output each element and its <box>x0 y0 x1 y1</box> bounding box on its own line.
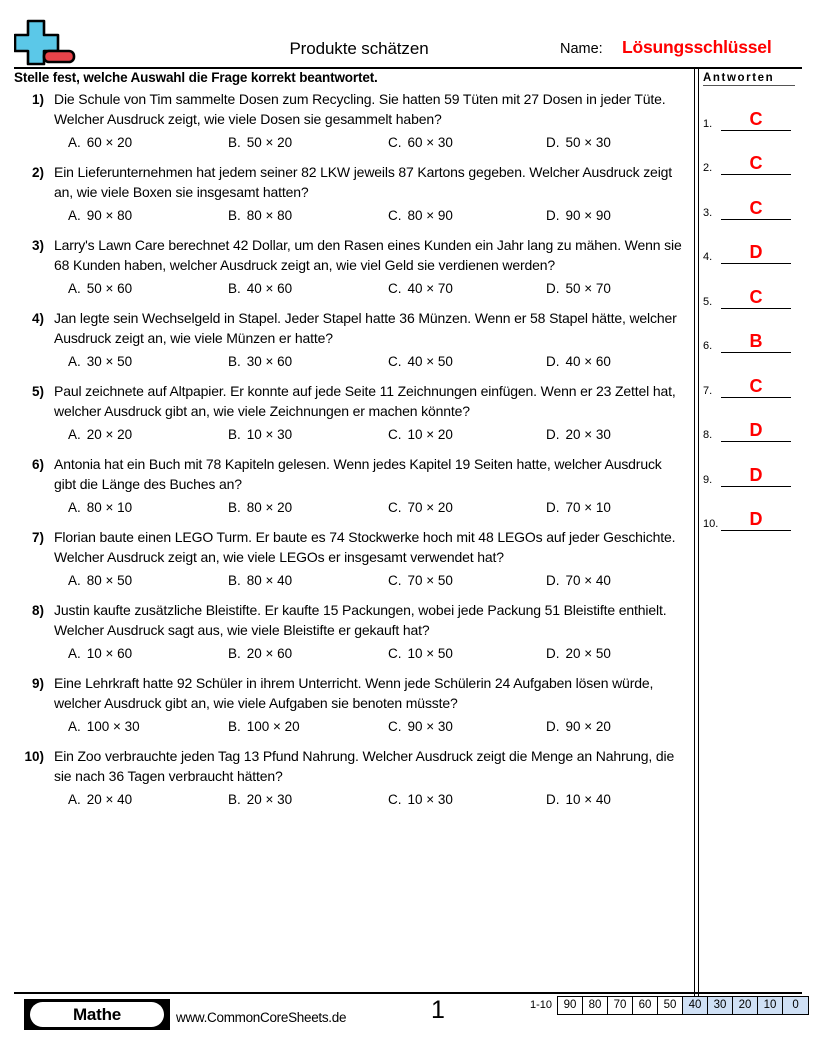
question-choices <box>54 133 686 153</box>
choice-value: 10 × 20 <box>407 427 453 442</box>
choice-option[interactable] <box>68 206 132 225</box>
choice-option[interactable] <box>388 133 453 152</box>
choice-label: A. <box>68 208 81 223</box>
choice-value: 80 × 90 <box>407 208 453 223</box>
question-number: 5) <box>31 384 44 399</box>
choice-value: 30 × 60 <box>246 354 293 369</box>
choice-option[interactable] <box>68 717 140 736</box>
choice-option[interactable] <box>68 790 132 809</box>
header-divider <box>14 67 802 69</box>
choice-label: D. <box>546 792 560 807</box>
question-item <box>14 163 686 226</box>
choice-value: 40 × 70 <box>407 281 453 296</box>
answer-row <box>703 309 803 354</box>
choice-label: C. <box>388 354 402 369</box>
choice-label: B. <box>228 427 241 442</box>
score-box[interactable]: 10 <box>758 997 783 1014</box>
question-item <box>14 601 686 664</box>
score-box[interactable]: 70 <box>608 997 633 1014</box>
answer-row <box>703 353 803 398</box>
choice-label: B. <box>228 719 241 734</box>
question-number: 3) <box>31 238 44 253</box>
question-choices <box>54 571 686 591</box>
choice-label: C. <box>388 427 402 442</box>
answer-value: C <box>749 375 763 396</box>
question-text: Florian baute einen LEGO Turm. Er baute es 74 Stockwerke hoch mit 48 LEGOs auf jeder Geschichte. Welcher Ausdruck zeigt an, wie viele LEGOs er insgesamt verwendet hat? <box>54 529 676 565</box>
answer-row-number: 8. <box>703 429 713 441</box>
choice-value: 80 × 50 <box>86 573 133 588</box>
choice-option[interactable] <box>388 790 453 809</box>
choice-label: A. <box>68 354 81 369</box>
choice-label: D. <box>546 354 560 369</box>
choice-value: 70 × 50 <box>407 573 453 588</box>
question-number: 4) <box>31 311 44 326</box>
choice-value: 20 × 60 <box>246 646 293 661</box>
answer-value: D <box>749 509 763 529</box>
question-text: Paul zeichnete auf Altpapier. Er konnte auf jede Seite 11 Zeichnungen einfügen. Wenn er 23 Zettel hat, welcher Ausdruck gibt an, wie viele Zeichnungen er machen könnte? <box>54 383 676 419</box>
question-item <box>14 90 686 153</box>
question-number: 7) <box>31 530 44 545</box>
choice-option[interactable] <box>546 279 611 298</box>
choice-value: 10 × 30 <box>407 792 453 807</box>
choice-value: 70 × 20 <box>407 500 453 515</box>
choice-value: 60 × 20 <box>86 135 133 150</box>
question-number: 9) <box>31 676 44 691</box>
answer-value: D <box>749 420 763 440</box>
choice-label: C. <box>388 500 402 515</box>
choice-value: 10 × 30 <box>246 427 293 442</box>
score-strip <box>530 996 809 1015</box>
instructions-text: Stelle fest, welche Auswahl die Frage korrekt beantwortet. <box>14 70 378 85</box>
question-choices <box>54 279 686 299</box>
choice-option[interactable] <box>388 206 453 225</box>
choice-option[interactable] <box>228 571 292 590</box>
choice-value: 10 × 40 <box>565 792 611 807</box>
question-item <box>14 747 686 810</box>
choice-option[interactable] <box>546 352 611 371</box>
choice-label: B. <box>228 135 241 150</box>
question-text: Jan legte sein Wechselgeld in Stapel. Jeder Stapel hatte 36 Münzen. Wenn er 58 Stapel hätte, welcher Ausdruck zeigt an, wie viele Münzen er hatte? <box>54 310 677 346</box>
footer-divider <box>14 992 802 994</box>
choice-value: 90 × 80 <box>86 208 133 223</box>
question-text: Ein Lieferunternehmen hat jedem seiner 82 LKW jeweils 87 Kartons gegeben. Welcher Ausdruck zeigt an, wie viele Boxen sie insgesamt hatten? <box>54 164 673 200</box>
choice-label: A. <box>68 646 81 661</box>
answer-row-number: 9. <box>703 473 713 486</box>
answer-column-divider <box>694 67 699 1007</box>
question-item <box>14 236 686 299</box>
choice-option[interactable] <box>228 206 292 225</box>
name-label: Name: <box>560 41 603 57</box>
choice-label: B. <box>228 573 241 588</box>
answer-column-header: Antworten <box>703 72 795 86</box>
plus-minus-logo-icon <box>14 18 80 66</box>
choice-option[interactable] <box>68 644 132 663</box>
name-value: Lösungsschlüssel <box>622 37 772 57</box>
choice-option[interactable] <box>68 133 132 152</box>
choice-label: D. <box>546 646 560 661</box>
answer-value: C <box>749 197 763 218</box>
answer-row-number: 7. <box>703 384 713 397</box>
choice-option[interactable] <box>68 498 132 517</box>
choice-option[interactable] <box>388 352 453 371</box>
choice-value: 90 × 20 <box>565 719 611 734</box>
choice-option[interactable] <box>546 571 611 590</box>
question-choices <box>54 644 686 664</box>
choice-option[interactable] <box>228 790 292 809</box>
answer-row <box>703 264 803 309</box>
question-text: Antonia hat ein Buch mit 78 Kapiteln gelesen. Wenn jedes Kapitel 19 Seiten hatte, welcher Ausdruck gibt die Länge des Buches an? <box>54 456 662 492</box>
choice-value: 20 × 50 <box>565 646 611 661</box>
choice-label: D. <box>546 500 560 515</box>
question-number: 1) <box>31 92 44 107</box>
choice-value: 60 × 30 <box>407 135 453 150</box>
choice-label: D. <box>546 281 560 296</box>
score-box-group <box>557 996 809 1015</box>
choice-option[interactable] <box>388 644 453 663</box>
question-text: Eine Lehrkraft hatte 92 Schüler in ihrem Unterricht. Wenn jede Schülerin 24 Aufgaben lösen würde, welcher Ausdruck gibt an, wie viele Aufgaben sie benoten müsste? <box>54 675 654 711</box>
choice-value: 40 × 50 <box>407 354 453 369</box>
question-number: 2) <box>31 165 44 180</box>
choice-value: 20 × 30 <box>246 792 293 807</box>
answer-row-number: 5. <box>703 295 713 308</box>
score-box[interactable]: 20 <box>733 997 758 1014</box>
choice-option[interactable] <box>68 279 132 298</box>
choice-option[interactable] <box>546 133 611 152</box>
question-item <box>14 455 686 518</box>
answer-value: B <box>749 331 763 351</box>
answer-row-number: 6. <box>703 340 713 352</box>
choice-option[interactable] <box>546 498 611 517</box>
choice-option[interactable] <box>228 133 292 152</box>
choice-option[interactable] <box>68 352 132 371</box>
question-item <box>14 309 686 372</box>
answer-row <box>703 220 803 265</box>
choice-label: A. <box>68 573 81 588</box>
choice-label: C. <box>388 719 402 734</box>
question-item <box>14 382 686 445</box>
choice-value: 90 × 30 <box>407 719 453 734</box>
choice-option[interactable] <box>228 352 292 371</box>
answer-row <box>703 175 803 220</box>
choice-option[interactable] <box>388 717 453 736</box>
answer-row <box>703 398 803 443</box>
choice-option[interactable] <box>68 571 132 590</box>
answer-row <box>703 442 803 487</box>
score-box[interactable]: 90 <box>558 997 583 1014</box>
score-range-label: 1-10 <box>530 999 553 1011</box>
choice-label: A. <box>68 792 81 807</box>
choice-label: C. <box>388 135 402 150</box>
choice-option[interactable] <box>388 279 453 298</box>
choice-label: A. <box>68 427 81 442</box>
question-text: Justin kaufte zusätzliche Bleistifte. Er kaufte 15 Packungen, wobei jede Packung 51 Bleistifte enthielt. Welcher Ausdruck sagt aus, wie viele Bleistifte er gekauft hat? <box>54 602 667 638</box>
choice-label: D. <box>546 573 560 588</box>
answer-key-column <box>703 68 803 531</box>
choice-option[interactable] <box>68 425 132 444</box>
answer-value: D <box>749 242 763 262</box>
choice-option[interactable] <box>388 571 453 590</box>
choice-value: 20 × 20 <box>86 427 133 442</box>
choice-value: 20 × 30 <box>565 427 611 442</box>
answer-row-number: 4. <box>703 251 713 263</box>
answer-value: C <box>749 153 763 173</box>
question-number: 10) <box>24 749 44 764</box>
choice-value: 80 × 80 <box>246 208 293 223</box>
divider-line-left <box>694 67 695 1007</box>
choice-value: 10 × 50 <box>407 646 453 661</box>
page-header <box>14 14 802 66</box>
score-box[interactable]: 0 <box>783 997 808 1014</box>
subject-badge <box>24 999 170 1030</box>
site-url: www.CommonCoreSheets.de <box>176 1010 347 1025</box>
choice-option[interactable] <box>388 498 453 517</box>
answer-value: C <box>749 108 763 129</box>
choice-label: B. <box>228 792 241 807</box>
choice-value: 30 × 50 <box>86 354 133 369</box>
question-text: Ein Zoo verbrauchte jeden Tag 13 Pfund Nahrung. Welcher Ausdruck zeigt die Menge an Nahrung, die sie nach 36 Tagen verbraucht hätten? <box>54 748 675 784</box>
choice-value: 10 × 60 <box>86 646 133 661</box>
choice-value: 80 × 40 <box>246 573 293 588</box>
choice-option[interactable] <box>228 644 292 663</box>
score-box[interactable]: 50 <box>658 997 683 1014</box>
score-box[interactable]: 30 <box>708 997 733 1014</box>
question-text: Die Schule von Tim sammelte Dosen zum Recycling. Sie hatten 59 Tüten mit 27 Dosen in jeder Tüte. Welcher Ausdruck zeigt, wie viele Dosen sie gesammelt haben? <box>54 91 666 127</box>
question-choices <box>54 352 686 372</box>
choice-label: C. <box>388 573 402 588</box>
question-choices <box>54 717 686 737</box>
question-choices <box>54 425 686 445</box>
question-item <box>14 674 686 737</box>
choice-value: 50 × 70 <box>565 281 611 296</box>
choice-label: D. <box>546 208 560 223</box>
choice-option[interactable] <box>388 425 453 444</box>
choice-value: 40 × 60 <box>565 354 611 369</box>
choice-label: A. <box>68 135 81 150</box>
choice-option[interactable] <box>546 206 611 225</box>
choice-value: 100 × 30 <box>86 719 140 734</box>
choice-label: C. <box>388 281 402 296</box>
choice-value: 100 × 20 <box>246 719 300 734</box>
answer-value: C <box>749 286 763 307</box>
choice-value: 20 × 40 <box>86 792 133 807</box>
score-box[interactable]: 40 <box>683 997 708 1014</box>
choice-option[interactable] <box>546 790 611 809</box>
answer-row-number: 2. <box>703 162 713 174</box>
choice-label: B. <box>228 281 241 296</box>
choice-label: B. <box>228 500 241 515</box>
question-choices <box>54 206 686 226</box>
choice-option[interactable] <box>228 717 300 736</box>
questions-list <box>14 90 686 820</box>
answer-row <box>703 131 803 176</box>
question-number: 8) <box>31 603 44 618</box>
choice-value: 80 × 20 <box>246 500 293 515</box>
choice-option[interactable] <box>546 717 611 736</box>
question-item <box>14 528 686 591</box>
choice-option[interactable] <box>228 498 292 517</box>
choice-label: D. <box>546 719 560 734</box>
choice-label: A. <box>68 281 81 296</box>
choice-value: 70 × 10 <box>565 500 611 515</box>
choice-value: 90 × 90 <box>565 208 611 223</box>
choice-label: B. <box>228 646 241 661</box>
choice-label: D. <box>546 135 560 150</box>
choice-label: A. <box>68 719 81 734</box>
choice-option[interactable] <box>228 425 292 444</box>
question-number: 6) <box>31 457 44 472</box>
choice-label: C. <box>388 208 402 223</box>
choice-label: D. <box>546 427 560 442</box>
question-choices <box>54 790 686 810</box>
question-choices <box>54 498 686 518</box>
choice-option[interactable] <box>546 425 611 444</box>
divider-line-right <box>698 67 699 1007</box>
choice-label: C. <box>388 792 402 807</box>
score-box[interactable]: 80 <box>583 997 608 1014</box>
answer-row-number: 1. <box>703 117 713 130</box>
choice-label: C. <box>388 646 402 661</box>
page-number: 1 <box>431 996 445 1024</box>
answer-row-number: 3. <box>703 206 713 219</box>
choice-label: B. <box>228 354 241 369</box>
question-text: Larry's Lawn Care berechnet 42 Dollar, um den Rasen eines Kunden ein Jahr lang zu mähen. Wenn sie 68 Kunden haben, welcher Ausdruck zeigt an, wie viel Geld sie verdienen werden? <box>54 237 682 273</box>
choice-value: 80 × 10 <box>86 500 133 515</box>
answer-value: D <box>749 464 763 485</box>
page-title: Produkte schätzen <box>289 39 429 58</box>
choice-label: A. <box>68 500 81 515</box>
choice-option[interactable] <box>546 644 611 663</box>
answer-row <box>703 487 803 532</box>
choice-value: 70 × 40 <box>565 573 611 588</box>
answer-row <box>703 86 803 131</box>
choice-label: B. <box>228 208 241 223</box>
choice-value: 40 × 60 <box>246 281 293 296</box>
choice-value: 50 × 60 <box>86 281 133 296</box>
score-box[interactable]: 60 <box>633 997 658 1014</box>
answer-row-number: 10. <box>703 518 719 530</box>
subject-badge-label: Mathe <box>30 1002 164 1027</box>
choice-option[interactable] <box>228 279 292 298</box>
choice-value: 50 × 20 <box>246 135 293 150</box>
choice-value: 50 × 30 <box>565 135 611 150</box>
